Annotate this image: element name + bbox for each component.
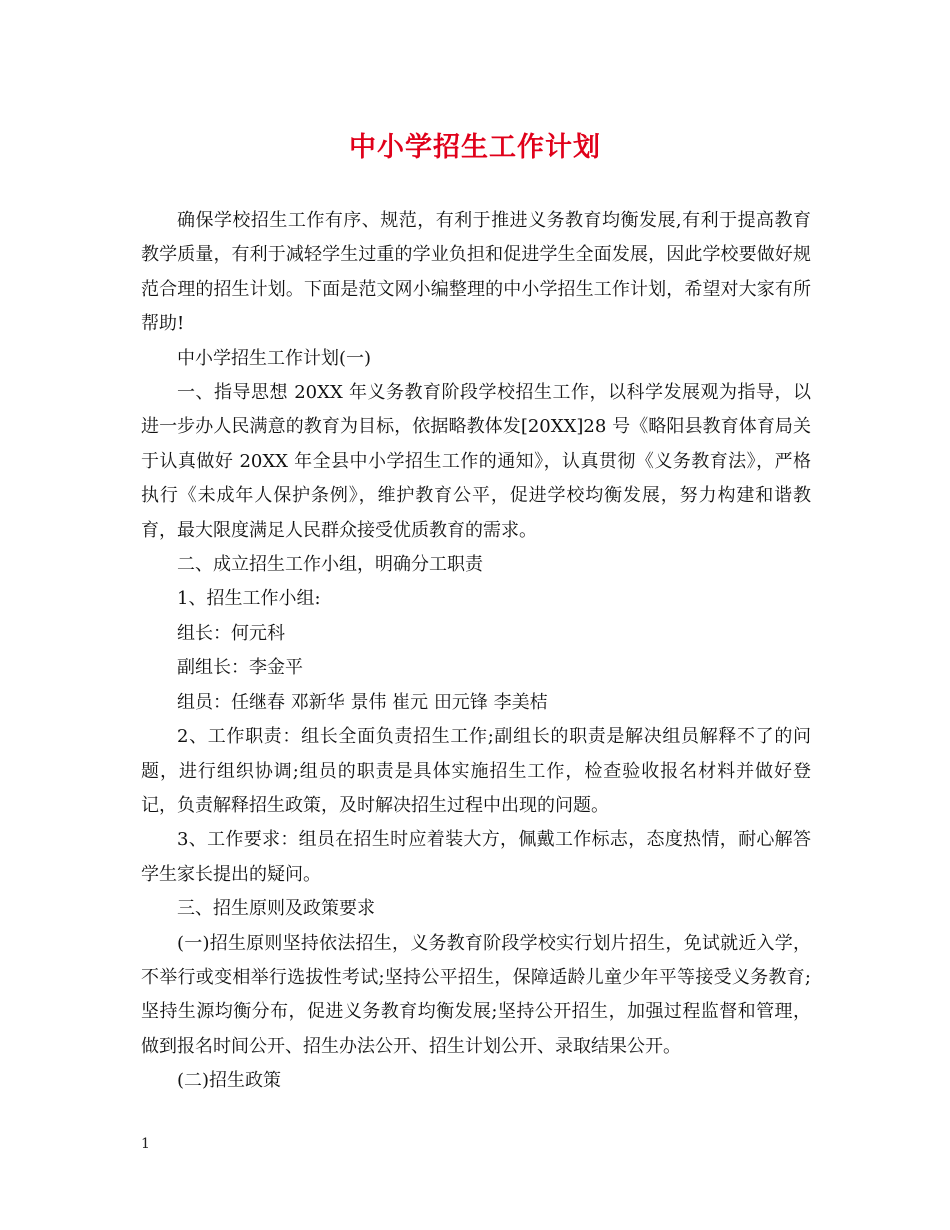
paragraph-enrollment-policy-heading: (二)招生政策 — [177, 1070, 282, 1092]
paragraph-guiding-ideology: 一、指导思想 20XX 年义务教育阶段学校招生工作，以科学发展观为指导，以进一步办人民满意的教育为目标，依据略教体发[20XX]28 号《略阳县教育体育局关于认真做好 20XX 年全县中小学招生工作的通知》，认真贯彻《义务教育法》，严格执行《未成年人保护条例》，维护教育公平，促进学校均衡发展，努力构建和谐教育，最大限度满足人民群众接受优质教育的需求。 — [141, 382, 811, 541]
paragraph-plan-heading: 中小学招生工作计划(一) — [177, 347, 372, 369]
paragraph-work-requirements: 3、工作要求：组员在招生时应着装大方，佩戴工作标志，态度热情，耐心解答学生家长提出的疑问。 — [141, 829, 811, 885]
paragraph-work-group: 1、招生工作小组: — [177, 588, 321, 610]
document-body — [141, 204, 811, 1099]
paragraph-group-leader: 组长：何元科 — [177, 622, 285, 644]
paragraph-work-duties: 2、工作职责：组长全面负责招生工作;副组长的职责是解决组员解释不了的问题，进行组织协调;组员的职责是具体实施招生工作，检查验收报名材料并做好登记，负责解释招生政策，及时解决招生过程中出现的问题。 — [141, 726, 811, 816]
paragraph-enrollment-principles: (一)招生原则坚持依法招生，义务教育阶段学校实行划片招生，免试就近入学，不举行或变相举行选拔性考试;坚持公平招生，保障适龄儿童少年平等接受义务教育;坚持生源均衡分布，促进义务教育均衡发展;坚持公开招生，加强过程监督和管理，做到报名时间公开、招生办法公开、招生计划公开、录取结果公开。 — [141, 932, 811, 1057]
page-number: 1 — [141, 1136, 150, 1152]
document-title: 中小学招生工作计划 — [349, 132, 601, 163]
paragraph-intro: 确保学校招生工作有序、规范，有利于推进义务教育均衡发展,有利于提高教育教学质量，有利于减轻学生过重的学业负担和促进学生全面发展，因此学校要做好规范合理的招生计划。下面是范文网小编整理的中小学招生工作计划，希望对大家有所帮助! — [141, 210, 811, 335]
paragraph-group-members: 组员：任继春 邓新华 景伟 崔元 田元锋 李美桔 — [177, 691, 548, 713]
paragraph-section-three-heading: 三、招生原则及政策要求 — [177, 898, 375, 920]
paragraph-section-two-heading: 二、成立招生工作小组，明确分工职责 — [177, 554, 483, 576]
paragraph-deputy-leader: 副组长：李金平 — [177, 657, 303, 679]
